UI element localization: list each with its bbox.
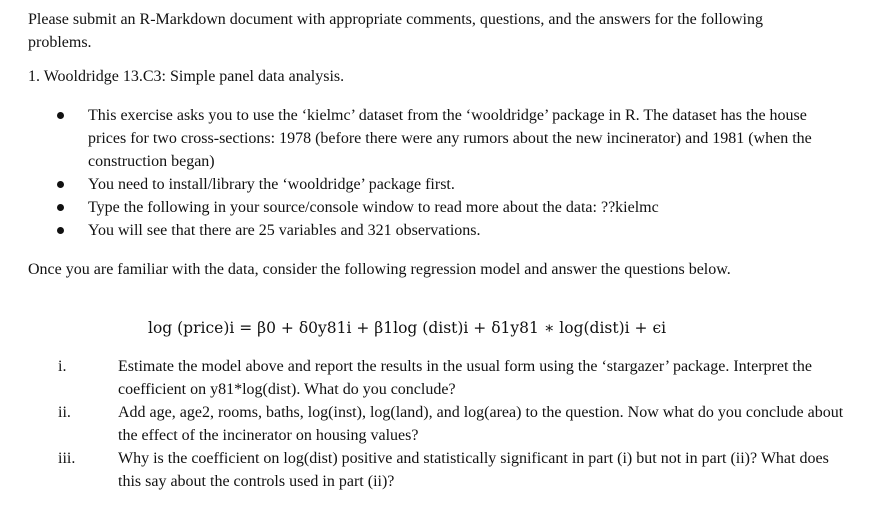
question-item [48, 447, 848, 493]
question-number: i. [58, 358, 67, 375]
question-number: ii. [58, 404, 71, 421]
question-list [48, 355, 848, 493]
question-text: Add age, age2, rooms, baths, log(inst), log(land), and log(area) to the question. Now what do you conclude about the effect of the incinerator on housing values? [118, 404, 844, 444]
bullet-item [56, 173, 836, 196]
model-intro-paragraph: Once you are familiar with the data, consider the following regression model and answer the questions below. [28, 261, 731, 278]
question-text: Estimate the model above and report the results in the usual form using the ‘stargazer’ package. Interpret the coefficient on y81*log(dist). What do you conclude? [118, 358, 812, 398]
bullet-item [56, 196, 836, 219]
bullet-dot [57, 227, 64, 234]
bullet-text: You need to install/library the ‘wooldridge’ package first. [88, 176, 455, 193]
bullet-dot [57, 204, 64, 211]
bullet-text: You will see that there are 25 variables and 321 observations. [88, 222, 481, 239]
question-item [48, 401, 848, 447]
bullet-text: Type the following in your source/console window to read more about the data: ??kielmc [88, 199, 659, 216]
problem-title: 1. Wooldridge 13.C3: Simple panel data analysis. [28, 68, 345, 85]
bullet-item [56, 219, 836, 242]
regression-equation: log (price)i = β0 + δ0y81i + β1log (dist)i + δ1y81 ∗ log(dist)i + ϵi [148, 319, 667, 337]
instructions-text: Please submit an R-Markdown document with appropriate comments, questions, and the answers for the following problems. [28, 11, 763, 51]
bullet-dot [57, 181, 64, 188]
bullet-text: This exercise asks you to use the ‘kielmc’ dataset from the ‘wooldridge’ package in R. The dataset has the house prices for two cross-sections: 1978 (before there were any rumors about the new incinerator) and 1981 (when the construction began) [88, 107, 812, 170]
question-text: Why is the coefficient on log(dist) positive and statistically significant in part (i) but not in part (ii)? What does this say about the controls used in part (ii)? [118, 450, 829, 490]
bullet-list [56, 104, 836, 242]
bullet-item [56, 104, 836, 173]
question-number: iii. [58, 450, 76, 467]
bullet-dot [57, 112, 64, 119]
question-item [48, 355, 848, 401]
